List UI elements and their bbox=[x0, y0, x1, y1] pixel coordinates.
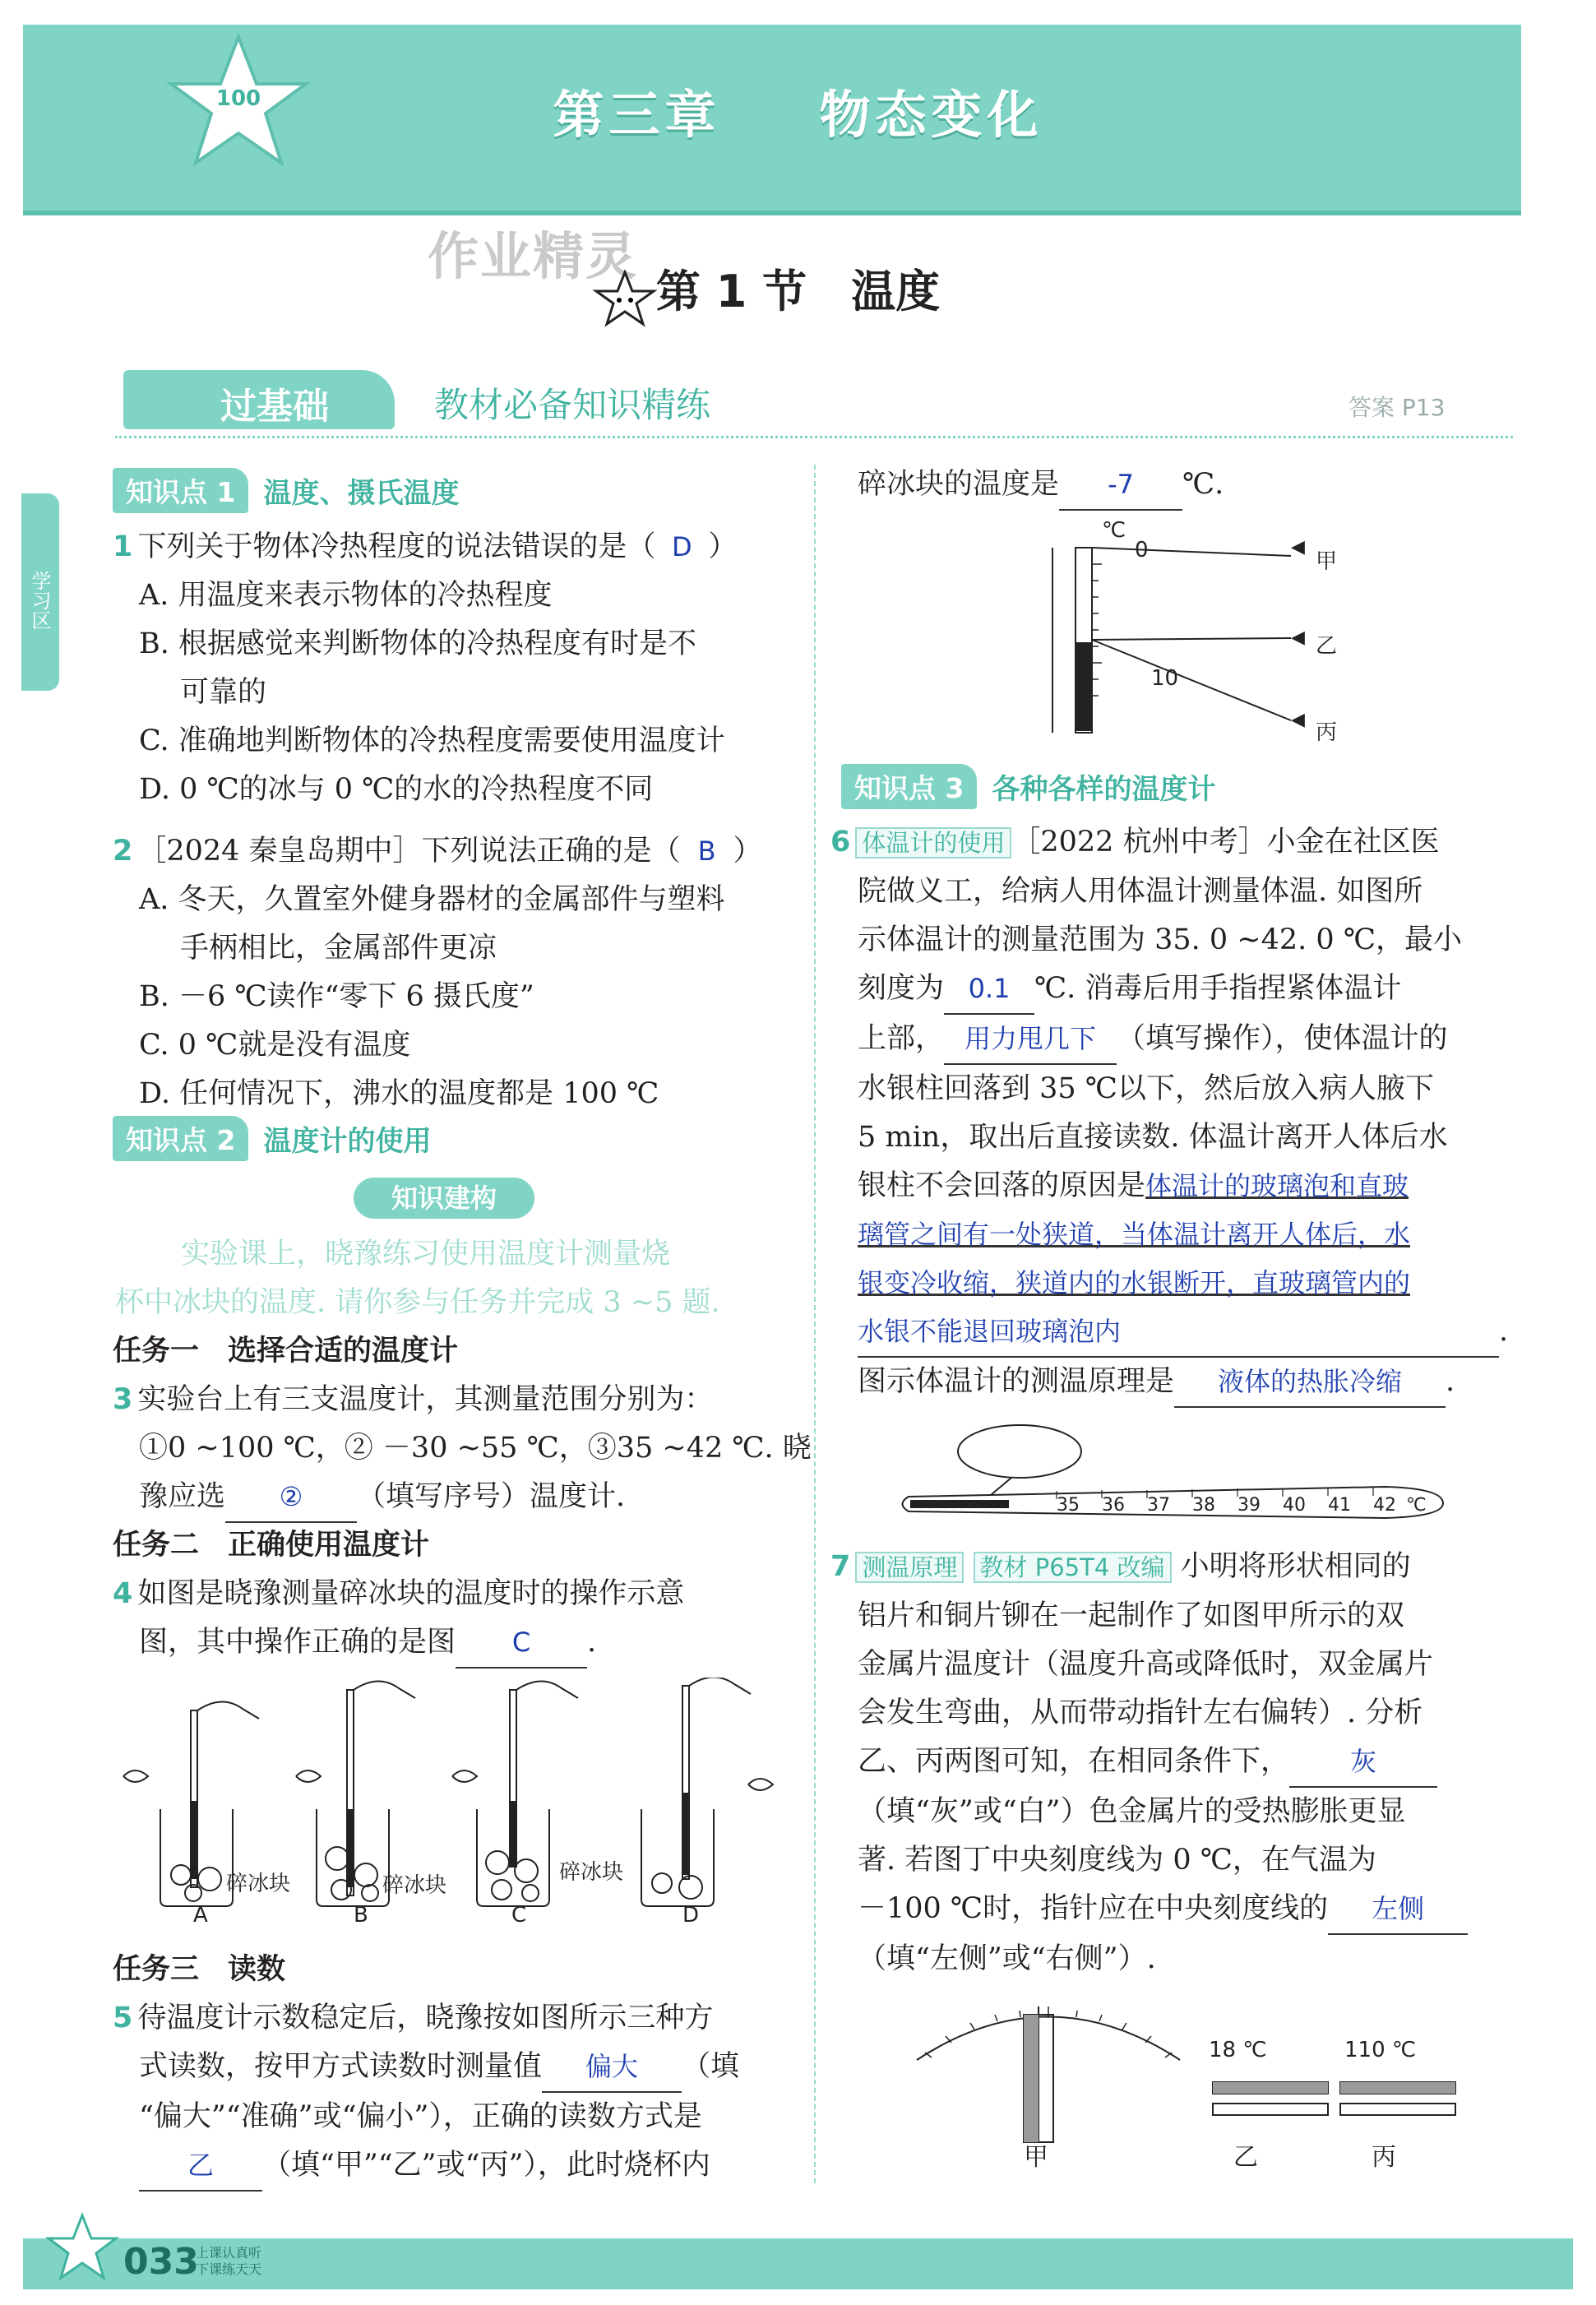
answer: 体温计的玻璃泡和直玻 bbox=[1145, 1170, 1409, 1201]
answer: -7 bbox=[1059, 461, 1182, 511]
view-label-jia: 甲 bbox=[1316, 549, 1338, 574]
svg-text:100: 100 bbox=[215, 86, 261, 111]
answer: D bbox=[672, 531, 692, 562]
answer: C bbox=[456, 1618, 587, 1669]
option-label-d: D bbox=[682, 1903, 700, 1928]
topic-tag: 体温计的使用 bbox=[855, 827, 1011, 859]
divider bbox=[115, 436, 1513, 438]
question-1: 1 下列关于物体冷热程度的说法错误的是（ D ） A. 用温度来表示物体的冷热程度 B. 根据感觉来判断物体的冷热程度有时是不 可靠的 C. 准确地判断物体的冷热程度需要使用温度计 D. 0 ℃的冰与 0 ℃的水的冷热程度不同 bbox=[113, 523, 737, 814]
view-label-yi: 乙 bbox=[1316, 634, 1338, 659]
answer: B bbox=[697, 835, 716, 867]
answer: 0.1 bbox=[944, 965, 1034, 1015]
ice-label: 碎冰块 bbox=[559, 1860, 624, 1885]
question-3: 3 实验台上有三支温度计，其测量范围分别为： ①0 ~100 ℃，② －30 ~55 ℃，③35 ~42 ℃. 晓 豫应选 ② （填写序号）温度计. bbox=[113, 1376, 812, 1523]
answer: 偏大 bbox=[542, 2043, 682, 2093]
option-label-a: A bbox=[193, 1903, 208, 1928]
question-5: 5 待温度计示数稳定后，晓豫按如图所示三种方 式读数，按甲方式读数时测量值 偏大 （填 “偏大”“准确”或“偏小”），正确的读数方式是 乙 （填“甲”“乙”或“丙”），此时烧杯内 bbox=[113, 1994, 739, 2192]
question-6: 6 体温计的使用 ［2022 杭州中考］小金在社区医 院做义工，给病人用体温计测量体温. 如图所 示体温计的测量范围为 35. 0 ~42. 0 ℃，最小 刻度为 0.1 ℃. 消毒后用手指捏紧体温计 上部， 用力甩几下 （填写操作），使体温计的 水银柱回落到 35 ℃以下，然后放入病人腋下 5 min，取出后直接读数. 体温计离开人体后水 银柱不会回落的原因是体温计的玻璃泡和直玻 璃管之间有一处狭道，当体温计离开人体后，水 银变冷收缩，狭道内的水银断开，直玻璃管内的 水银不能退回玻璃泡内 . 图示体温计的测温原理是 液体的热胀冷缩 . bbox=[830, 818, 1508, 1408]
answer: 水银不能退回玻璃泡内 bbox=[858, 1308, 1499, 1358]
option-label-b: B bbox=[354, 1903, 368, 1928]
column-divider bbox=[814, 465, 816, 2183]
svg-text:◀: ◀ bbox=[1291, 710, 1305, 730]
question-2: 2 ［2024 秦皇岛期中］下列说法正确的是（ B ） A. 冬天，久置室外健身器材的金属部件与塑料 手柄相比，金属部件更凉 B. －6 ℃读作“零下 6 摄氏度” C. 0 ℃就是没有温度 D. 任何情况下，沸水的温度都是 100 ℃ bbox=[113, 827, 762, 1118]
watermark: 作业精灵 bbox=[428, 226, 639, 286]
question-5-continued: 碎冰块的温度是 -7 ℃. bbox=[858, 461, 1224, 511]
thermometer-scale: 35 36 37 38 39 40 41 42 ℃ bbox=[1057, 1495, 1427, 1516]
svg-text:◀: ◀ bbox=[1291, 537, 1305, 558]
footer-slogan: 上课认真听 下课练天天 bbox=[196, 2245, 262, 2277]
fig-label-bing: 丙 bbox=[1372, 2143, 1396, 2172]
tick-0-label: 0 bbox=[1135, 538, 1149, 562]
question-4: 4 如图是晓豫测量碎冰块的温度时的操作示意 图，其中操作正确的是图 C . bbox=[113, 1570, 684, 1669]
topic-tag: 测温原理 bbox=[855, 1552, 964, 1583]
q5-figure bbox=[1020, 515, 1316, 745]
option-label-c: C bbox=[511, 1903, 527, 1928]
page-number: 033 bbox=[123, 2241, 199, 2283]
task-2: 任务二 正确使用温度计 bbox=[113, 1529, 430, 1562]
question-7: 7 测温原理 教材 P65T4 改编 小明将形状相同的 铝片和铜片铆在一起制作了如图甲所示的双 金属片温度计（温度升高或降低时，双金属片 会发生弯曲，从而带动指针左右偏转）. 分析 乙、丙两图可知，在相同条件下， 灰 （填“灰”或“白”）色金属片的受热膨胀更显 著. 若图丁中央刻度线为 0 ℃，在气温为 －100 ℃时，指针应在中央刻度线的 左侧 （填“左侧”或“右侧”）. bbox=[830, 1543, 1468, 1983]
knowledge-point-1: 知识点 1 温度、摄氏温度 bbox=[113, 469, 459, 511]
basics-subtitle: 教材必备知识精练 bbox=[434, 385, 711, 425]
basics-tag: 过基础 bbox=[123, 370, 395, 429]
fig-label-yi: 乙 bbox=[1233, 2143, 1258, 2172]
temp-label-110: 110 ℃ bbox=[1344, 2038, 1417, 2062]
knowledge-construct-tag: 知识建构 bbox=[354, 1178, 534, 1219]
answer: 液体的热胀冷缩 bbox=[1174, 1358, 1446, 1408]
knowledge-point-2: 知识点 2 温度计的使用 bbox=[113, 1117, 431, 1159]
answer: 灰 bbox=[1289, 1738, 1437, 1788]
answer: 左侧 bbox=[1328, 1885, 1468, 1935]
answer: 璃管之间有一处狭道，当体温计离开人体后，水 bbox=[858, 1219, 1411, 1250]
view-label-bing: 丙 bbox=[1316, 720, 1338, 745]
intro-text: 实验课上，晓豫练习使用温度计测量烧 杯中冰块的温度. 请你参与任务并完成 3 ~5 题. bbox=[115, 1238, 720, 1319]
answer: 用力甩几下 bbox=[944, 1015, 1117, 1065]
unit-label: ℃ bbox=[1102, 518, 1126, 543]
temp-label-18: 18 ℃ bbox=[1209, 2038, 1267, 2062]
fig-label-jia: 甲 bbox=[1024, 2143, 1048, 2172]
ice-label: 碎冰块 bbox=[226, 1872, 291, 1896]
section-title: 第 1 节 温度 bbox=[655, 266, 941, 317]
answer: ② bbox=[225, 1473, 357, 1523]
answer: 乙 bbox=[139, 2141, 262, 2192]
ice-label: 碎冰块 bbox=[382, 1873, 447, 1898]
q4-figure bbox=[115, 1678, 798, 1941]
answer: 银变冷收缩，狭道内的水银断开，直玻璃管内的 bbox=[858, 1267, 1411, 1298]
svg-text:◀: ◀ bbox=[1291, 627, 1305, 648]
chapter-title: 第三章 物态变化 bbox=[553, 85, 1043, 145]
answer-reference: 答案 P13 bbox=[1349, 394, 1446, 421]
mascot-icon bbox=[45, 2212, 119, 2286]
side-tab: 学习区 bbox=[21, 493, 59, 691]
task-3: 任务三 读数 bbox=[113, 1953, 286, 1986]
q7-figure bbox=[900, 1990, 1492, 2155]
task-1: 任务一 选择合适的温度计 bbox=[113, 1335, 459, 1368]
source-tag: 教材 P65T4 改编 bbox=[974, 1552, 1172, 1583]
knowledge-point-3: 知识点 3 各种各样的温度计 bbox=[841, 765, 1215, 808]
tick-10-label: 10 bbox=[1151, 666, 1179, 691]
